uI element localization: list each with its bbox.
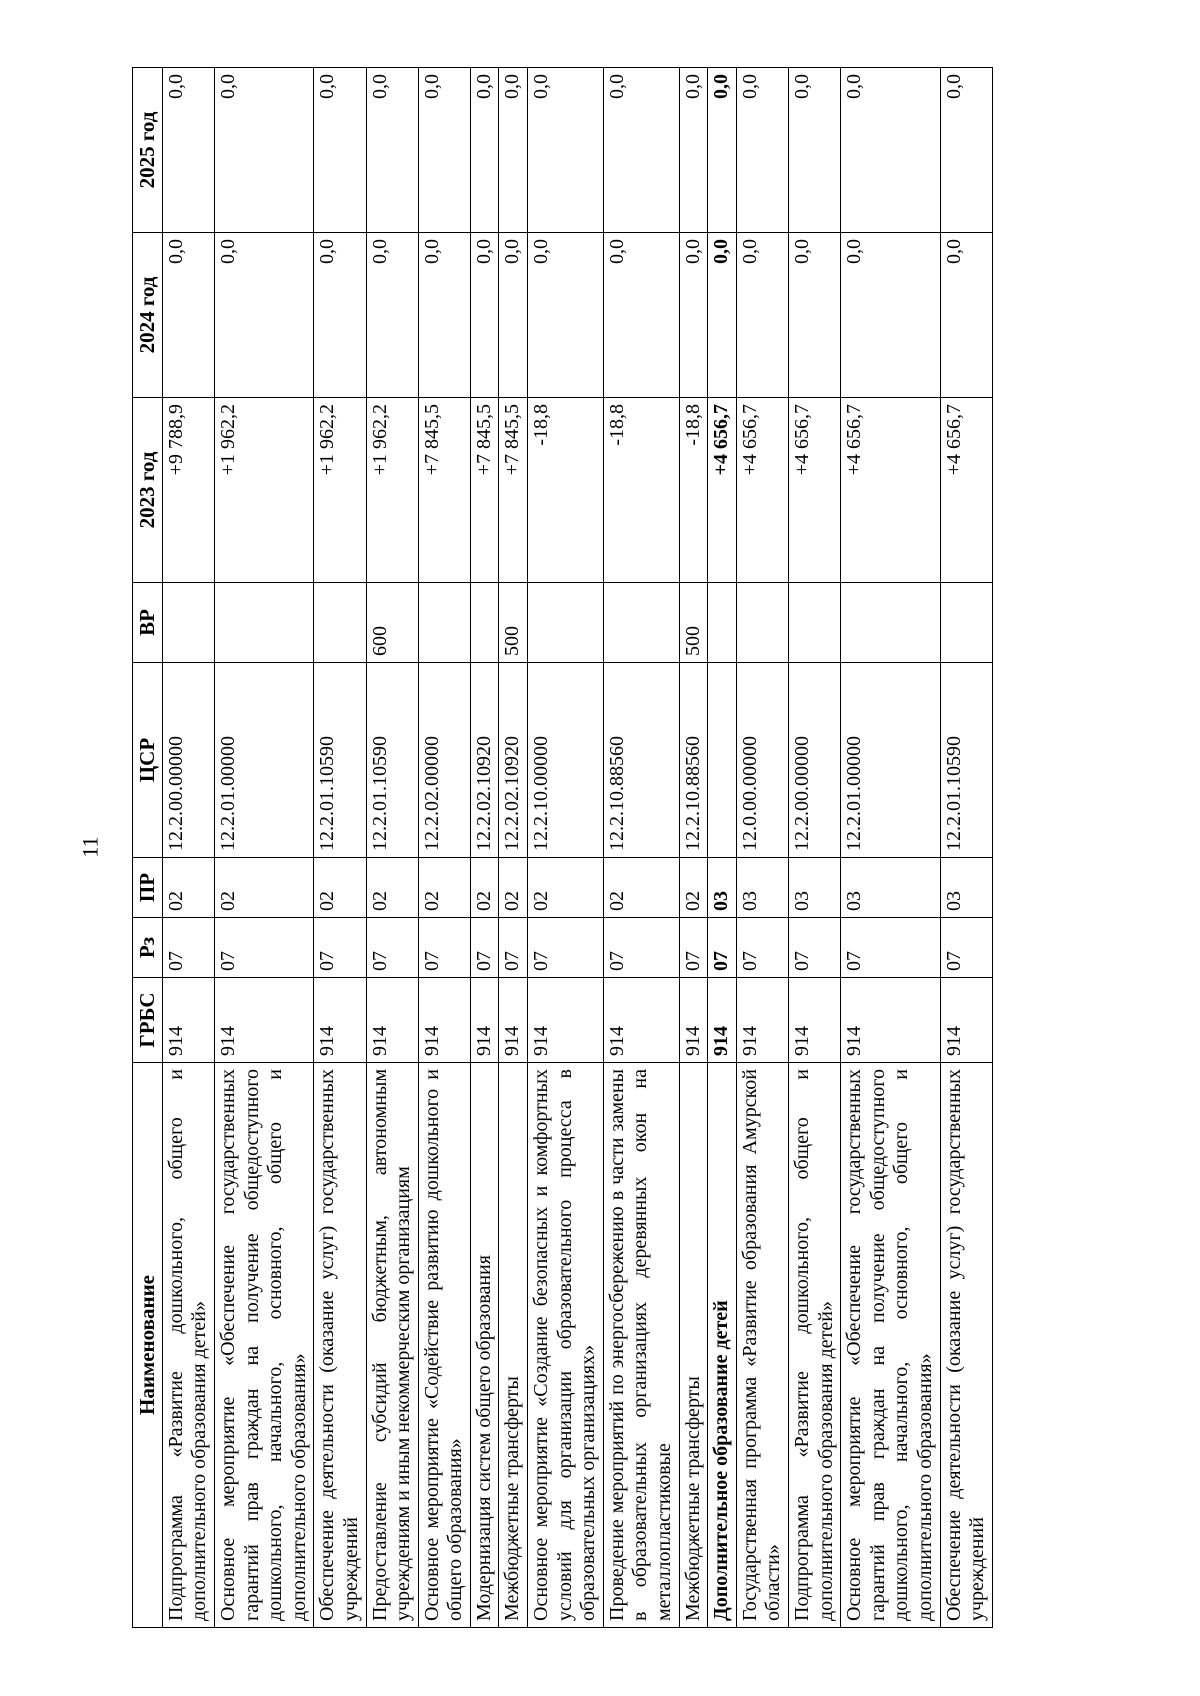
cell-csr: 12.2.01.00000 [841,663,940,858]
rotated-table-container [132,68,1068,1628]
header-rz: Рз [133,918,163,978]
cell-vr [162,583,214,663]
cell-2024: 0,0 [366,233,418,398]
cell-name: Обеспечение деятельности (оказание услуг) государственных учреждений [940,1063,992,1628]
page-number: 11 [77,836,103,858]
table-body [162,68,992,1628]
cell-name: Межбюджетные трансферты [679,1063,708,1628]
table-row [470,68,499,1628]
cell-grbs: 914 [603,978,679,1063]
cell-rz: 07 [940,918,992,978]
cell-grbs: 914 [841,978,940,1063]
cell-vr [470,583,499,663]
cell-rz: 07 [366,918,418,978]
cell-2025: 0,0 [679,68,708,233]
cell-2024: 0,0 [679,233,708,398]
table-row [418,68,470,1628]
cell-pr: 03 [940,858,992,918]
cell-name: Подпрограмма «Развитие дошкольного, общего и дополнительного образования детей» [162,1063,214,1628]
cell-name: Основное мероприятие «Создание безопасных и комфортных условий для организации образовательного процесса в образовательных организациях» [528,1063,604,1628]
cell-grbs: 914 [470,978,499,1063]
cell-vr [314,583,366,663]
cell-rz: 07 [314,918,366,978]
cell-csr: 12.2.01.10590 [314,663,366,858]
cell-csr: 12.2.02.00000 [418,663,470,858]
cell-rz: 07 [736,918,788,978]
cell-name: Основное мероприятие «Обеспечение государственных гарантий прав граждан на получение общедоступного дошкольного, начального, основного, общего и дополнительного образования» [214,1063,313,1628]
cell-2024: 0,0 [418,233,470,398]
cell-2025: 0,0 [366,68,418,233]
cell-vr [841,583,940,663]
header-2024: 2024 год [133,233,163,398]
header-2023: 2023 год [133,398,163,583]
cell-csr: 12.2.02.10920 [499,663,528,858]
table-row [603,68,679,1628]
cell-2023: -18,8 [528,398,604,583]
cell-2023: +7 845,5 [499,398,528,583]
cell-grbs: 914 [708,978,737,1063]
cell-pr: 03 [708,858,737,918]
cell-grbs: 914 [418,978,470,1063]
cell-pr: 03 [841,858,940,918]
cell-2023: +9 788,9 [162,398,214,583]
cell-pr: 02 [214,858,313,918]
cell-2025: 0,0 [162,68,214,233]
cell-rz: 07 [528,918,604,978]
cell-pr: 02 [314,858,366,918]
cell-2023: +1 962,2 [314,398,366,583]
cell-2024: 0,0 [736,233,788,398]
cell-rz: 07 [499,918,528,978]
cell-name: Государственная программа «Развитие образования Амурской области» [736,1063,788,1628]
cell-name: Обеспечение деятельности (оказание услуг) государственных учреждений [314,1063,366,1628]
cell-2023: +4 656,7 [940,398,992,583]
cell-grbs: 914 [162,978,214,1063]
cell-vr [418,583,470,663]
cell-2025: 0,0 [214,68,313,233]
cell-2025: 0,0 [418,68,470,233]
table-row [314,68,366,1628]
cell-2024: 0,0 [528,233,604,398]
cell-csr: 12.2.10.00000 [528,663,604,858]
cell-csr: 12.2.01.00000 [214,663,313,858]
cell-pr: 02 [162,858,214,918]
cell-name: Проведение мероприятий по энергосбережению в части замены в образовательных организациях деревянных окон на металлопластиковые [603,1063,679,1628]
cell-vr: 500 [679,583,708,663]
cell-pr: 03 [736,858,788,918]
cell-rz: 07 [470,918,499,978]
cell-csr: 12.2.00.00000 [789,663,841,858]
cell-2023: +7 845,5 [418,398,470,583]
table-row [841,68,940,1628]
cell-vr [789,583,841,663]
cell-pr: 02 [603,858,679,918]
table-row [789,68,841,1628]
cell-csr: 12.2.01.10590 [366,663,418,858]
cell-csr: 12.2.02.10920 [470,663,499,858]
cell-2024: 0,0 [499,233,528,398]
cell-name: Предоставление субсидий бюджетным, автономным учреждениям и иным некоммерческим организациям [366,1063,418,1628]
cell-2023: -18,8 [603,398,679,583]
cell-name: Межбюджетные трансферты [499,1063,528,1628]
cell-2023: +4 656,7 [789,398,841,583]
cell-2024: 0,0 [940,233,992,398]
cell-2024: 0,0 [603,233,679,398]
cell-2025: 0,0 [940,68,992,233]
cell-pr: 02 [528,858,604,918]
cell-2023: +7 845,5 [470,398,499,583]
cell-rz: 07 [418,918,470,978]
header-2025: 2025 год [133,68,163,233]
cell-name: Дополнительное образование детей [708,1063,737,1628]
table-row [708,68,737,1628]
cell-rz: 07 [841,918,940,978]
budget-table [132,67,993,1628]
header-csr: ЦСР [133,663,163,858]
cell-pr: 02 [418,858,470,918]
header-vr: ВР [133,583,163,663]
cell-pr: 03 [789,858,841,918]
table-row [528,68,604,1628]
cell-grbs: 914 [736,978,788,1063]
cell-pr: 02 [470,858,499,918]
cell-csr [708,663,737,858]
cell-2025: 0,0 [708,68,737,233]
cell-2024: 0,0 [162,233,214,398]
cell-rz: 07 [162,918,214,978]
cell-2025: 0,0 [470,68,499,233]
cell-name: Модернизация систем общего образования [470,1063,499,1628]
table-row [940,68,992,1628]
cell-vr [708,583,737,663]
cell-rz: 07 [708,918,737,978]
cell-2023: +4 656,7 [841,398,940,583]
cell-vr: 500 [499,583,528,663]
table-row [736,68,788,1628]
cell-2025: 0,0 [528,68,604,233]
cell-csr: 12.2.10.88560 [603,663,679,858]
cell-vr [214,583,313,663]
cell-2024: 0,0 [214,233,313,398]
cell-2025: 0,0 [499,68,528,233]
cell-grbs: 914 [314,978,366,1063]
cell-grbs: 914 [940,978,992,1063]
cell-name: Основное мероприятие «Содействие развитию дошкольного и общего образования» [418,1063,470,1628]
cell-csr: 12.2.00.00000 [162,663,214,858]
cell-grbs: 914 [679,978,708,1063]
cell-pr: 02 [366,858,418,918]
cell-rz: 07 [789,918,841,978]
cell-grbs: 914 [499,978,528,1063]
cell-vr: 600 [366,583,418,663]
table-row [162,68,214,1628]
cell-grbs: 914 [528,978,604,1063]
cell-2023: +4 656,7 [736,398,788,583]
cell-2025: 0,0 [603,68,679,233]
cell-2025: 0,0 [736,68,788,233]
cell-grbs: 914 [789,978,841,1063]
header-grbs: ГРБС [133,978,163,1063]
cell-2023: +1 962,2 [366,398,418,583]
cell-2025: 0,0 [841,68,940,233]
table-row [214,68,313,1628]
cell-pr: 02 [499,858,528,918]
cell-vr [736,583,788,663]
cell-2024: 0,0 [841,233,940,398]
table-row [499,68,528,1628]
cell-grbs: 914 [214,978,313,1063]
cell-rz: 07 [679,918,708,978]
table-row [679,68,708,1628]
cell-2023: +1 962,2 [214,398,313,583]
cell-name: Подпрограмма «Развитие дошкольного, общего и дополнительного образования детей» [789,1063,841,1628]
cell-2025: 0,0 [314,68,366,233]
cell-rz: 07 [214,918,313,978]
cell-rz: 07 [603,918,679,978]
cell-grbs: 914 [366,978,418,1063]
cell-2024: 0,0 [789,233,841,398]
cell-2025: 0,0 [789,68,841,233]
cell-2024: 0,0 [470,233,499,398]
cell-vr [528,583,604,663]
cell-vr [603,583,679,663]
cell-csr: 12.2.01.10590 [940,663,992,858]
cell-name: Основное мероприятие «Обеспечение государственных гарантий прав граждан на получение общедоступного дошкольного, начального, основного, общего и дополнительного образования» [841,1063,940,1628]
cell-csr: 12.0.00.00000 [736,663,788,858]
cell-2024: 0,0 [708,233,737,398]
cell-2023: +4 656,7 [708,398,737,583]
table-row [366,68,418,1628]
cell-pr: 02 [679,858,708,918]
header-pr: ПР [133,858,163,918]
cell-2024: 0,0 [314,233,366,398]
header-name: Наименование [133,1063,163,1628]
cell-2023: -18,8 [679,398,708,583]
cell-csr: 12.2.10.88560 [679,663,708,858]
header-row [133,68,163,1628]
cell-vr [940,583,992,663]
